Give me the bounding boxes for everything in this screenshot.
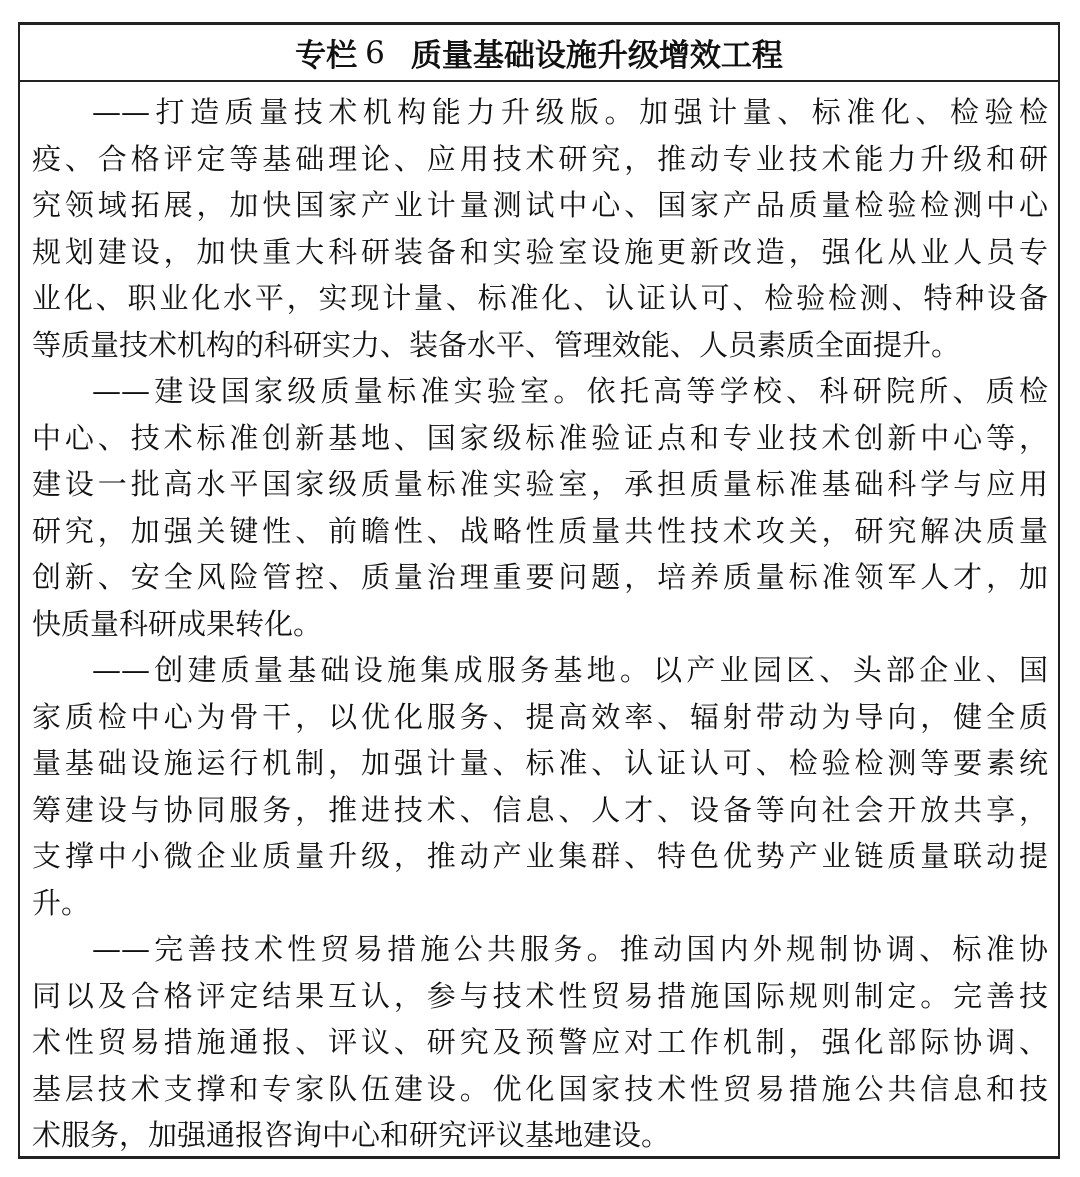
column-box — [18, 22, 1060, 1159]
text-line: 术性贸易措施通报、评议、研究及预警应对工作机制，强化部际协调、 — [32, 1025, 1048, 1059]
text-line: ——打造质量技术机构能力升级版。加强计量、标准化、检验检 — [92, 95, 1048, 129]
column-label: 专栏 — [295, 38, 358, 74]
text-line: 术服务，加强通报咨询中心和研究评议基地建设。 — [32, 1118, 671, 1152]
paragraph — [32, 647, 1048, 926]
text-line: 研究，加强关键性、前瞻性、战略性质量共性技术攻关，研究解决质量 — [32, 513, 1048, 548]
paragraph — [32, 368, 1048, 647]
column-number: 6 — [365, 34, 385, 71]
text-line: 等质量技术机构的科研实力、装备水平、管理效能、人员素质全面提升。 — [32, 327, 961, 362]
paragraph — [32, 926, 1048, 1159]
text-line: 业化、职业化水平，实现计量、标准化、认证认可、检验检测、特种设备 — [32, 281, 1048, 315]
text-line: 筹建设与协同服务，推进技术、信息、人才、设备等向社会开放共享， — [32, 792, 1048, 827]
text-line: 量基础设施运行机制，加强计量、标准、认证认可、检验检测等要素统 — [32, 746, 1048, 780]
text-line: 创新、安全风险管控、质量治理重要问题，培养质量标准领军人才，加 — [32, 560, 1048, 594]
column-heading: 质量基础设施升级增效工程 — [410, 38, 783, 74]
text-line: 疫、合格评定等基础理论、应用技术研究，推动专业技术能力升级和研 — [32, 141, 1048, 176]
text-line: 基层技术支撑和专家队伍建设。优化国家技术性贸易措施公共信息和技 — [32, 1071, 1048, 1106]
text-line: ——建设国家级质量标准实验室。依托高等学校、科研院所、质检 — [92, 374, 1048, 408]
text-line: 快质量科研成果转化。 — [32, 606, 323, 641]
text-line: 家质检中心为骨干，以优化服务、提高效率、辐射带动为导向，健全质 — [32, 699, 1048, 734]
text-line: ——完善技术性贸易措施公共服务。推动国内外规制协调、标准协 — [92, 932, 1048, 966]
text-line: 同以及合格评定结果互认，参与技术性贸易措施国际规则制定。完善技 — [32, 978, 1048, 1013]
text-line: 规划建设，加快重大科研装备和实验室设施更新改造，强化从业人员专 — [32, 234, 1048, 269]
text-line: 支撑中小微企业质量升级，推动产业集群、特色优势产业链质量联动提 — [32, 839, 1048, 873]
text-line: ——创建质量基础设施集成服务基地。以产业园区、头部企业、国 — [92, 653, 1048, 687]
text-line: 建设一批高水平国家级质量标准实验室，承担质量标准基础科学与应用 — [32, 467, 1048, 501]
paragraph — [32, 89, 1048, 368]
column-title — [20, 25, 1058, 82]
column-body — [32, 89, 1048, 1159]
text-line: 中心、技术标准创新基地、国家级标准验证点和专业技术创新中心等， — [32, 420, 1048, 455]
text-line: 升。 — [32, 885, 91, 920]
text-line: 究领域拓展，加快国家产业计量测试中心、国家产品质量检验检测中心 — [32, 188, 1048, 222]
